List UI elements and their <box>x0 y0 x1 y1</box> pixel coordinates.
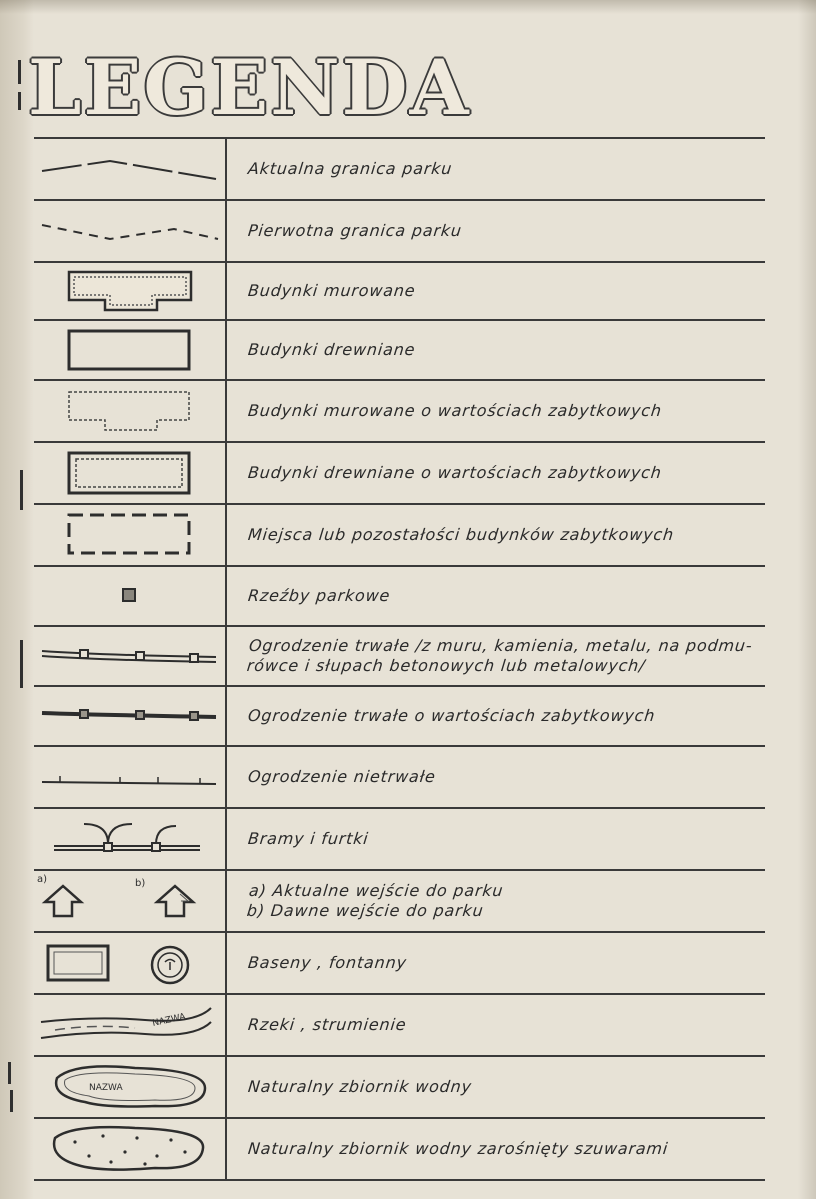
legend-row <box>34 1119 765 1181</box>
river-name-label: NAZWA <box>151 1012 187 1029</box>
legend-row <box>34 627 765 687</box>
right-edge-shadow <box>798 0 816 1199</box>
symbol-cell <box>34 381 227 441</box>
symbol-cell <box>34 809 227 869</box>
label-line-1: a) Aktualne wejście do parku <box>248 881 505 900</box>
symbol-cell <box>34 139 227 199</box>
legend-label: Rzeźby parkowe <box>247 586 392 605</box>
legend-row <box>34 995 765 1057</box>
symbol-cell <box>34 627 227 685</box>
symbol-cell <box>34 263 227 319</box>
legend-row <box>34 567 765 627</box>
legend-label: Budynki drewniane o wartościach zabytkowych <box>247 463 663 482</box>
label-line-1: Ogrodzenie trwałe /z muru, kamienia, metalu, na podmu- <box>248 636 754 655</box>
legend-label: Budynki drewniane <box>247 340 417 359</box>
pool-fountain-icon <box>40 938 220 988</box>
label-line-2: b) Dawne wejście do parku <box>246 901 485 920</box>
legend-table <box>34 137 765 1181</box>
historic-wooden-building-icon <box>65 449 195 497</box>
legend-label: Rzeki , strumienie <box>247 1015 408 1034</box>
legend-row <box>34 381 765 443</box>
legend-row <box>34 809 765 871</box>
label-line-2: rówce i słupach betonowych lub metalowych/ <box>246 656 647 675</box>
legend-title: LEGENDA <box>28 43 471 132</box>
original-boundary-line-icon <box>40 211 220 251</box>
symbol-cell <box>34 1057 227 1117</box>
legend-row <box>34 687 765 747</box>
symbol-cell <box>34 201 227 261</box>
symbol-cell <box>34 933 227 993</box>
pond-name-label: NAZWA <box>88 1083 123 1093</box>
gate-icon <box>50 816 210 862</box>
legend-row <box>34 321 765 381</box>
historic-permanent-fence-icon <box>40 701 220 731</box>
symbol-label-b: b) <box>134 878 145 889</box>
historic-masonry-building-icon <box>65 386 195 436</box>
legend-row <box>34 747 765 809</box>
legend-label: Bramy i furtki <box>247 829 370 848</box>
legend-label: Ogrodzenie nietrwałe <box>247 767 437 786</box>
pond-icon <box>45 1060 215 1114</box>
historic-ruins-icon <box>65 511 195 559</box>
legend-label <box>246 636 759 676</box>
symbol-label-a: a) <box>36 874 47 885</box>
legend-row <box>34 263 765 321</box>
legend-label: Ogrodzenie trwałe o wartościach zabytkowych <box>247 706 657 725</box>
legend-label: Pierwotna granica parku <box>247 221 463 240</box>
legend-label: Naturalny zbiornik wodny zarośnięty szuwarami <box>247 1139 670 1158</box>
legend-row <box>34 443 765 505</box>
symbol-cell <box>34 443 227 503</box>
masonry-building-icon <box>65 268 195 314</box>
legend-row <box>34 871 765 933</box>
binding-shadow <box>0 0 34 1199</box>
symbol-cell <box>34 871 227 931</box>
permanent-fence-icon <box>40 641 220 671</box>
legend-label: Budynki murowane o wartościach zabytkowych <box>247 401 663 420</box>
reedy-pond-icon <box>45 1122 215 1176</box>
legend-label: Baseny , fontanny <box>247 953 408 972</box>
top-edge-shadow <box>0 0 816 14</box>
legend-row <box>34 1057 765 1119</box>
legend-label <box>246 881 759 921</box>
symbol-cell <box>34 1119 227 1179</box>
legend-row <box>34 505 765 567</box>
sculpture-icon <box>115 581 145 611</box>
symbol-cell <box>34 567 227 625</box>
temporary-fence-icon <box>40 762 220 792</box>
legend-label: Aktualna granica parku <box>247 159 454 178</box>
symbol-cell <box>34 687 227 745</box>
legend-row <box>34 139 765 201</box>
wooden-building-icon <box>65 327 195 373</box>
symbol-cell <box>34 747 227 807</box>
legend-row <box>34 933 765 995</box>
entrance-arrows-icon <box>35 872 225 930</box>
symbol-cell <box>34 995 227 1055</box>
legend-label: Budynki murowane <box>247 281 417 300</box>
river-icon <box>35 1000 225 1050</box>
symbol-cell <box>34 321 227 379</box>
current-boundary-line-icon <box>40 149 220 189</box>
legend-label: Naturalny zbiornik wodny <box>247 1077 473 1096</box>
legend-row <box>34 201 765 263</box>
legend-label: Miejsca lub pozostałości budynków zabytkowych <box>247 525 675 544</box>
symbol-cell <box>34 505 227 565</box>
